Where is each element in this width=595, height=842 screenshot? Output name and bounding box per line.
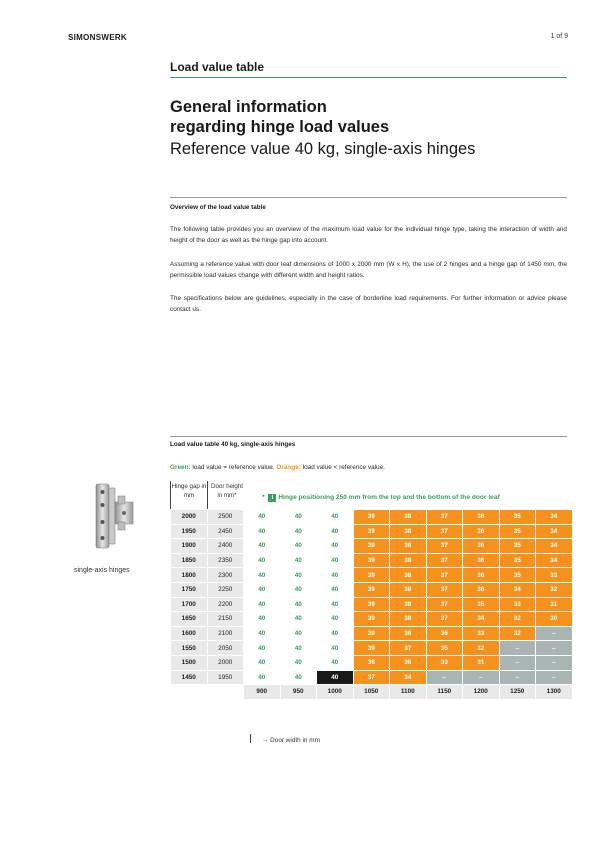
load-value-cell: 38 — [390, 510, 427, 525]
load-value-cell: – — [536, 655, 573, 670]
load-value-cell: 40 — [317, 582, 354, 597]
load-value-cell: 35 — [426, 641, 463, 656]
table-row — [171, 553, 573, 568]
empty-cell — [171, 685, 208, 700]
load-value-cell: 34 — [390, 670, 427, 685]
load-value-cell: 39 — [353, 524, 390, 539]
page-title-line1: General information — [170, 98, 327, 116]
door-height-cell: 2050 — [207, 641, 244, 656]
load-value-cell: 40 — [317, 655, 354, 670]
load-value-cell: 33 — [463, 626, 500, 641]
hinge-gap-cell: 1750 — [171, 582, 208, 597]
load-value-cell: 31 — [463, 655, 500, 670]
hinge-position-text: Hinge positioning 250 mm from the top and the bottom of the door leaf — [278, 494, 500, 501]
load-value-cell: 39 — [353, 568, 390, 583]
load-value-cell: 37 — [426, 612, 463, 627]
table-row — [171, 568, 573, 583]
load-value-cell: 36 — [426, 626, 463, 641]
load-value-cell: 40 — [244, 670, 281, 685]
load-value-cell: 36 — [463, 553, 500, 568]
load-value-cell: 40 — [317, 641, 354, 656]
load-value-cell: 37 — [426, 568, 463, 583]
door-width-cell: 1300 — [536, 685, 573, 700]
hinge-gap-cell: 1450 — [171, 670, 208, 685]
door-width-cell: 1050 — [353, 685, 390, 700]
load-value-cell: 40 — [244, 655, 281, 670]
load-value-cell: 40 — [244, 510, 281, 525]
load-value-cell: 40 — [317, 597, 354, 612]
load-value-cell: – — [463, 670, 500, 685]
load-value-cell: 40 — [317, 510, 354, 525]
load-value-cell: 37 — [426, 524, 463, 539]
load-value-cell: 40 — [244, 539, 281, 554]
load-value-cell: 40 — [280, 582, 317, 597]
load-value-cell: 34 — [499, 582, 536, 597]
load-value-cell: 34 — [536, 510, 573, 525]
load-value-cell: 32 — [536, 582, 573, 597]
empty-cell — [207, 685, 244, 700]
load-value-cell: 36 — [463, 524, 500, 539]
load-value-cell: 40 — [244, 568, 281, 583]
load-value-cell: 38 — [390, 568, 427, 583]
load-value-cell: 39 — [353, 626, 390, 641]
load-value-cell: 40 — [280, 510, 317, 525]
load-value-cell: 32 — [463, 641, 500, 656]
load-value-cell: 40 — [244, 612, 281, 627]
legend-orange-text: load value < reference value. — [300, 464, 385, 471]
door-width-cell: 1250 — [499, 685, 536, 700]
hinge-gap-cell: 1950 — [171, 524, 208, 539]
load-value-cell: 38 — [390, 539, 427, 554]
legend-green-text: load value = reference value. — [190, 464, 277, 471]
load-value-cell: 40 — [280, 524, 317, 539]
axis-tick — [250, 734, 251, 743]
load-value-cell: 37 — [426, 553, 463, 568]
door-height-cell: 2250 — [207, 582, 244, 597]
load-value-cell: – — [499, 670, 536, 685]
load-value-cell: 40 — [317, 553, 354, 568]
load-value-cell: 35 — [499, 553, 536, 568]
brand-logo: SIMONSWERK — [68, 33, 127, 42]
overview-paragraph-2: Assuming a reference value with door leaf dimensions of 1000 x 2000 mm (W x H), the use of 2 hinges and a hinge gap of 1450 mm, the permissible load values change with different width and height ratios. — [170, 261, 567, 279]
load-value-cell: 33 — [499, 597, 536, 612]
hinge-gap-header: Hinge gap in mm — [171, 483, 207, 499]
footnote-star: * — [262, 494, 265, 501]
legend-green-label: Green: — [170, 464, 191, 471]
load-value-cell: 40 — [280, 539, 317, 554]
load-value-cell: 40 — [244, 553, 281, 568]
load-value-cell: 39 — [353, 641, 390, 656]
table-row — [171, 612, 573, 627]
hinge-gap-cell: 1500 — [171, 655, 208, 670]
hinge-gap-cell: 1700 — [171, 597, 208, 612]
load-value-cell: 40 — [244, 626, 281, 641]
load-value-cell: 39 — [353, 553, 390, 568]
load-value-table — [170, 509, 573, 700]
door-height-header: Door height in mm* — [211, 483, 243, 499]
load-value-cell: – — [426, 670, 463, 685]
door-width-cell: 950 — [280, 685, 317, 700]
door-height-cell: 1950 — [207, 670, 244, 685]
load-value-cell: 38 — [390, 524, 427, 539]
door-height-cell: 2150 — [207, 612, 244, 627]
load-value-cell: 36 — [463, 568, 500, 583]
table-row — [171, 524, 573, 539]
door-width-cell: 900 — [244, 685, 281, 700]
load-value-cell: 40 — [244, 582, 281, 597]
load-value-cell: 40 — [280, 626, 317, 641]
load-value-cell: 40 — [280, 655, 317, 670]
arrow-right-icon: → — [262, 737, 269, 744]
overview-heading: Overview of the load value table — [170, 204, 266, 211]
door-height-cell: 2400 — [207, 539, 244, 554]
single-axis-hinge-icon — [90, 482, 146, 552]
overview-paragraph-3: The specifications below are guidelines, especially in the case of borderline load requirements. For further information or advice please contact us. — [170, 295, 567, 313]
load-value-cell: 34 — [536, 524, 573, 539]
section-divider — [170, 77, 567, 78]
load-value-cell: 37 — [426, 510, 463, 525]
door-width-label: Door width in mm — [270, 737, 320, 744]
load-value-cell: 33 — [536, 568, 573, 583]
load-value-cell: 34 — [536, 539, 573, 554]
load-value-cell: 38 — [390, 553, 427, 568]
page-subtitle: Reference value 40 kg, single-axis hinges — [170, 140, 476, 158]
table-heading: Load value table 40 kg, single-axis hinges — [170, 441, 296, 448]
door-height-cell: 2500 — [207, 510, 244, 525]
overview-paragraph-1: The following table provides you an overview of the maximum load value for the individual hinge type, taking the interaction of width and height of the door as well as the hinge gap into account. — [170, 226, 567, 244]
door-height-cell: 2450 — [207, 524, 244, 539]
load-value-cell: 39 — [353, 539, 390, 554]
section-title: Load value table — [170, 60, 265, 74]
info-icon: i — [268, 494, 276, 502]
load-value-cell: – — [499, 641, 536, 656]
table-row — [171, 655, 573, 670]
load-value-cell: 37 — [426, 539, 463, 554]
hinge-gap-cell: 1550 — [171, 641, 208, 656]
load-value-cell: 40 — [244, 597, 281, 612]
page-number: 1 of 9 — [550, 33, 568, 40]
load-value-cell: 39 — [353, 582, 390, 597]
load-value-cell: 40 — [280, 641, 317, 656]
load-value-cell: – — [536, 670, 573, 685]
load-value-cell: 36 — [463, 582, 500, 597]
hinge-gap-cell: 1600 — [171, 626, 208, 641]
hinge-image — [90, 482, 146, 552]
load-value-cell: 40 — [317, 612, 354, 627]
load-value-cell: 40 — [280, 553, 317, 568]
door-width-cell: 1150 — [426, 685, 463, 700]
load-value-cell: 40 — [280, 670, 317, 685]
load-value-cell: 37 — [426, 597, 463, 612]
load-value-cell: 35 — [499, 568, 536, 583]
load-value-cell: 40 — [317, 626, 354, 641]
load-value-cell: 36 — [463, 510, 500, 525]
load-value-cell: 37 — [353, 670, 390, 685]
load-value-cell: 35 — [499, 510, 536, 525]
load-value-cell: 37 — [426, 582, 463, 597]
hinge-gap-cell: 1850 — [171, 553, 208, 568]
door-height-cell: 2200 — [207, 597, 244, 612]
load-value-cell: 38 — [390, 597, 427, 612]
table-row — [171, 597, 573, 612]
reference-value-cell: 40 — [317, 670, 354, 685]
load-value-cell: 40 — [280, 568, 317, 583]
load-value-cell: 37 — [390, 641, 427, 656]
door-width-cell: 1100 — [390, 685, 427, 700]
door-height-cell: 2100 — [207, 626, 244, 641]
load-value-cell: 40 — [280, 612, 317, 627]
width-header-row — [171, 685, 573, 700]
hinge-gap-cell: 1800 — [171, 568, 208, 583]
door-width-cell: 1000 — [317, 685, 354, 700]
load-value-cell: 31 — [536, 597, 573, 612]
door-width-cell: 1200 — [463, 685, 500, 700]
load-value-cell: 35 — [499, 524, 536, 539]
load-value-cell: 30 — [536, 612, 573, 627]
hinge-position-note — [262, 494, 500, 502]
load-value-cell: 40 — [280, 597, 317, 612]
load-value-cell: 40 — [244, 524, 281, 539]
load-value-cell: 39 — [353, 510, 390, 525]
legend — [170, 464, 385, 471]
load-value-cell: 35 — [499, 539, 536, 554]
table-row — [171, 626, 573, 641]
load-value-cell: 32 — [499, 612, 536, 627]
load-value-cell: – — [536, 626, 573, 641]
load-value-cell: 32 — [499, 626, 536, 641]
hinge-gap-cell: 1650 — [171, 612, 208, 627]
hinge-gap-cell: 1900 — [171, 539, 208, 554]
load-value-cell: 34 — [463, 612, 500, 627]
hinge-caption: single-axis hinges — [74, 567, 130, 574]
load-value-cell: 38 — [353, 655, 390, 670]
load-value-cell: 36 — [463, 539, 500, 554]
load-value-cell: 38 — [390, 626, 427, 641]
divider — [170, 197, 567, 198]
load-value-cell: 39 — [353, 612, 390, 627]
hinge-gap-cell: 2000 — [171, 510, 208, 525]
door-width-axis-label — [262, 737, 320, 744]
table-row — [171, 582, 573, 597]
table-row — [171, 670, 573, 685]
load-value-cell: 40 — [244, 641, 281, 656]
table-row — [171, 641, 573, 656]
load-value-cell: – — [536, 641, 573, 656]
load-value-cell: 35 — [463, 597, 500, 612]
load-value-cell: 34 — [536, 553, 573, 568]
table-row — [171, 539, 573, 554]
door-height-cell: 2300 — [207, 568, 244, 583]
legend-orange-label: Orange: — [276, 464, 301, 471]
load-value-cell: – — [499, 655, 536, 670]
door-height-cell: 2350 — [207, 553, 244, 568]
load-value-cell: 38 — [390, 582, 427, 597]
door-height-cell: 2000 — [207, 655, 244, 670]
load-value-cell: 40 — [317, 568, 354, 583]
load-value-cell: 38 — [390, 612, 427, 627]
load-value-cell: 40 — [317, 524, 354, 539]
load-value-cell: 33 — [426, 655, 463, 670]
table-row — [171, 510, 573, 525]
load-value-cell: 39 — [353, 597, 390, 612]
load-value-cell: 40 — [317, 539, 354, 554]
load-value-cell: 36 — [390, 655, 427, 670]
divider — [170, 436, 567, 437]
page-title-line2: regarding hinge load values — [170, 118, 390, 136]
